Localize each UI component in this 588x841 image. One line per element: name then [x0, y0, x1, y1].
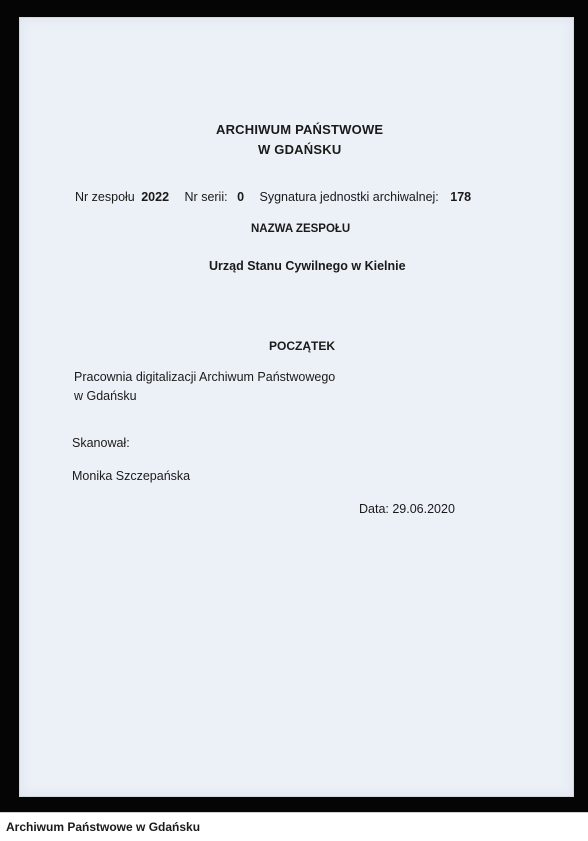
footer-bar [0, 812, 588, 841]
pracownia-line-1: Pracownia digitalizacji Archiwum Państwowego [74, 370, 336, 384]
footer-caption: Archiwum Państwowe w Gdańsku [6, 820, 201, 834]
nazwa-zespolu-value: Urząd Stanu Cywilnego w Kielnie [209, 259, 406, 273]
archival-metadata-line [75, 190, 471, 204]
heading-line-1: ARCHIWUM PAŃSTWOWE [216, 122, 384, 137]
heading-line-2: W GDAŃSKU [258, 142, 342, 157]
zespol-value: 2022 [141, 190, 170, 204]
seria-value: 0 [237, 190, 245, 204]
section-title: POCZĄTEK [269, 339, 335, 353]
skanowal-label: Skanował: [72, 436, 130, 450]
seria-label: Nr serii: [184, 190, 228, 204]
sygnatura-label: Sygnatura jednostki archiwalnej: [259, 190, 439, 204]
skanowal-name: Monika Szczepańska [72, 469, 191, 483]
zespol-label: Nr zespołu [75, 190, 135, 204]
sygnatura-value: 178 [450, 190, 472, 204]
document-page [19, 17, 574, 797]
pracownia-line-2: w Gdańsku [74, 389, 137, 403]
scan-date: Data: 29.06.2020 [359, 502, 455, 516]
nazwa-zespolu-label: NAZWA ZESPOŁU [251, 223, 351, 235]
